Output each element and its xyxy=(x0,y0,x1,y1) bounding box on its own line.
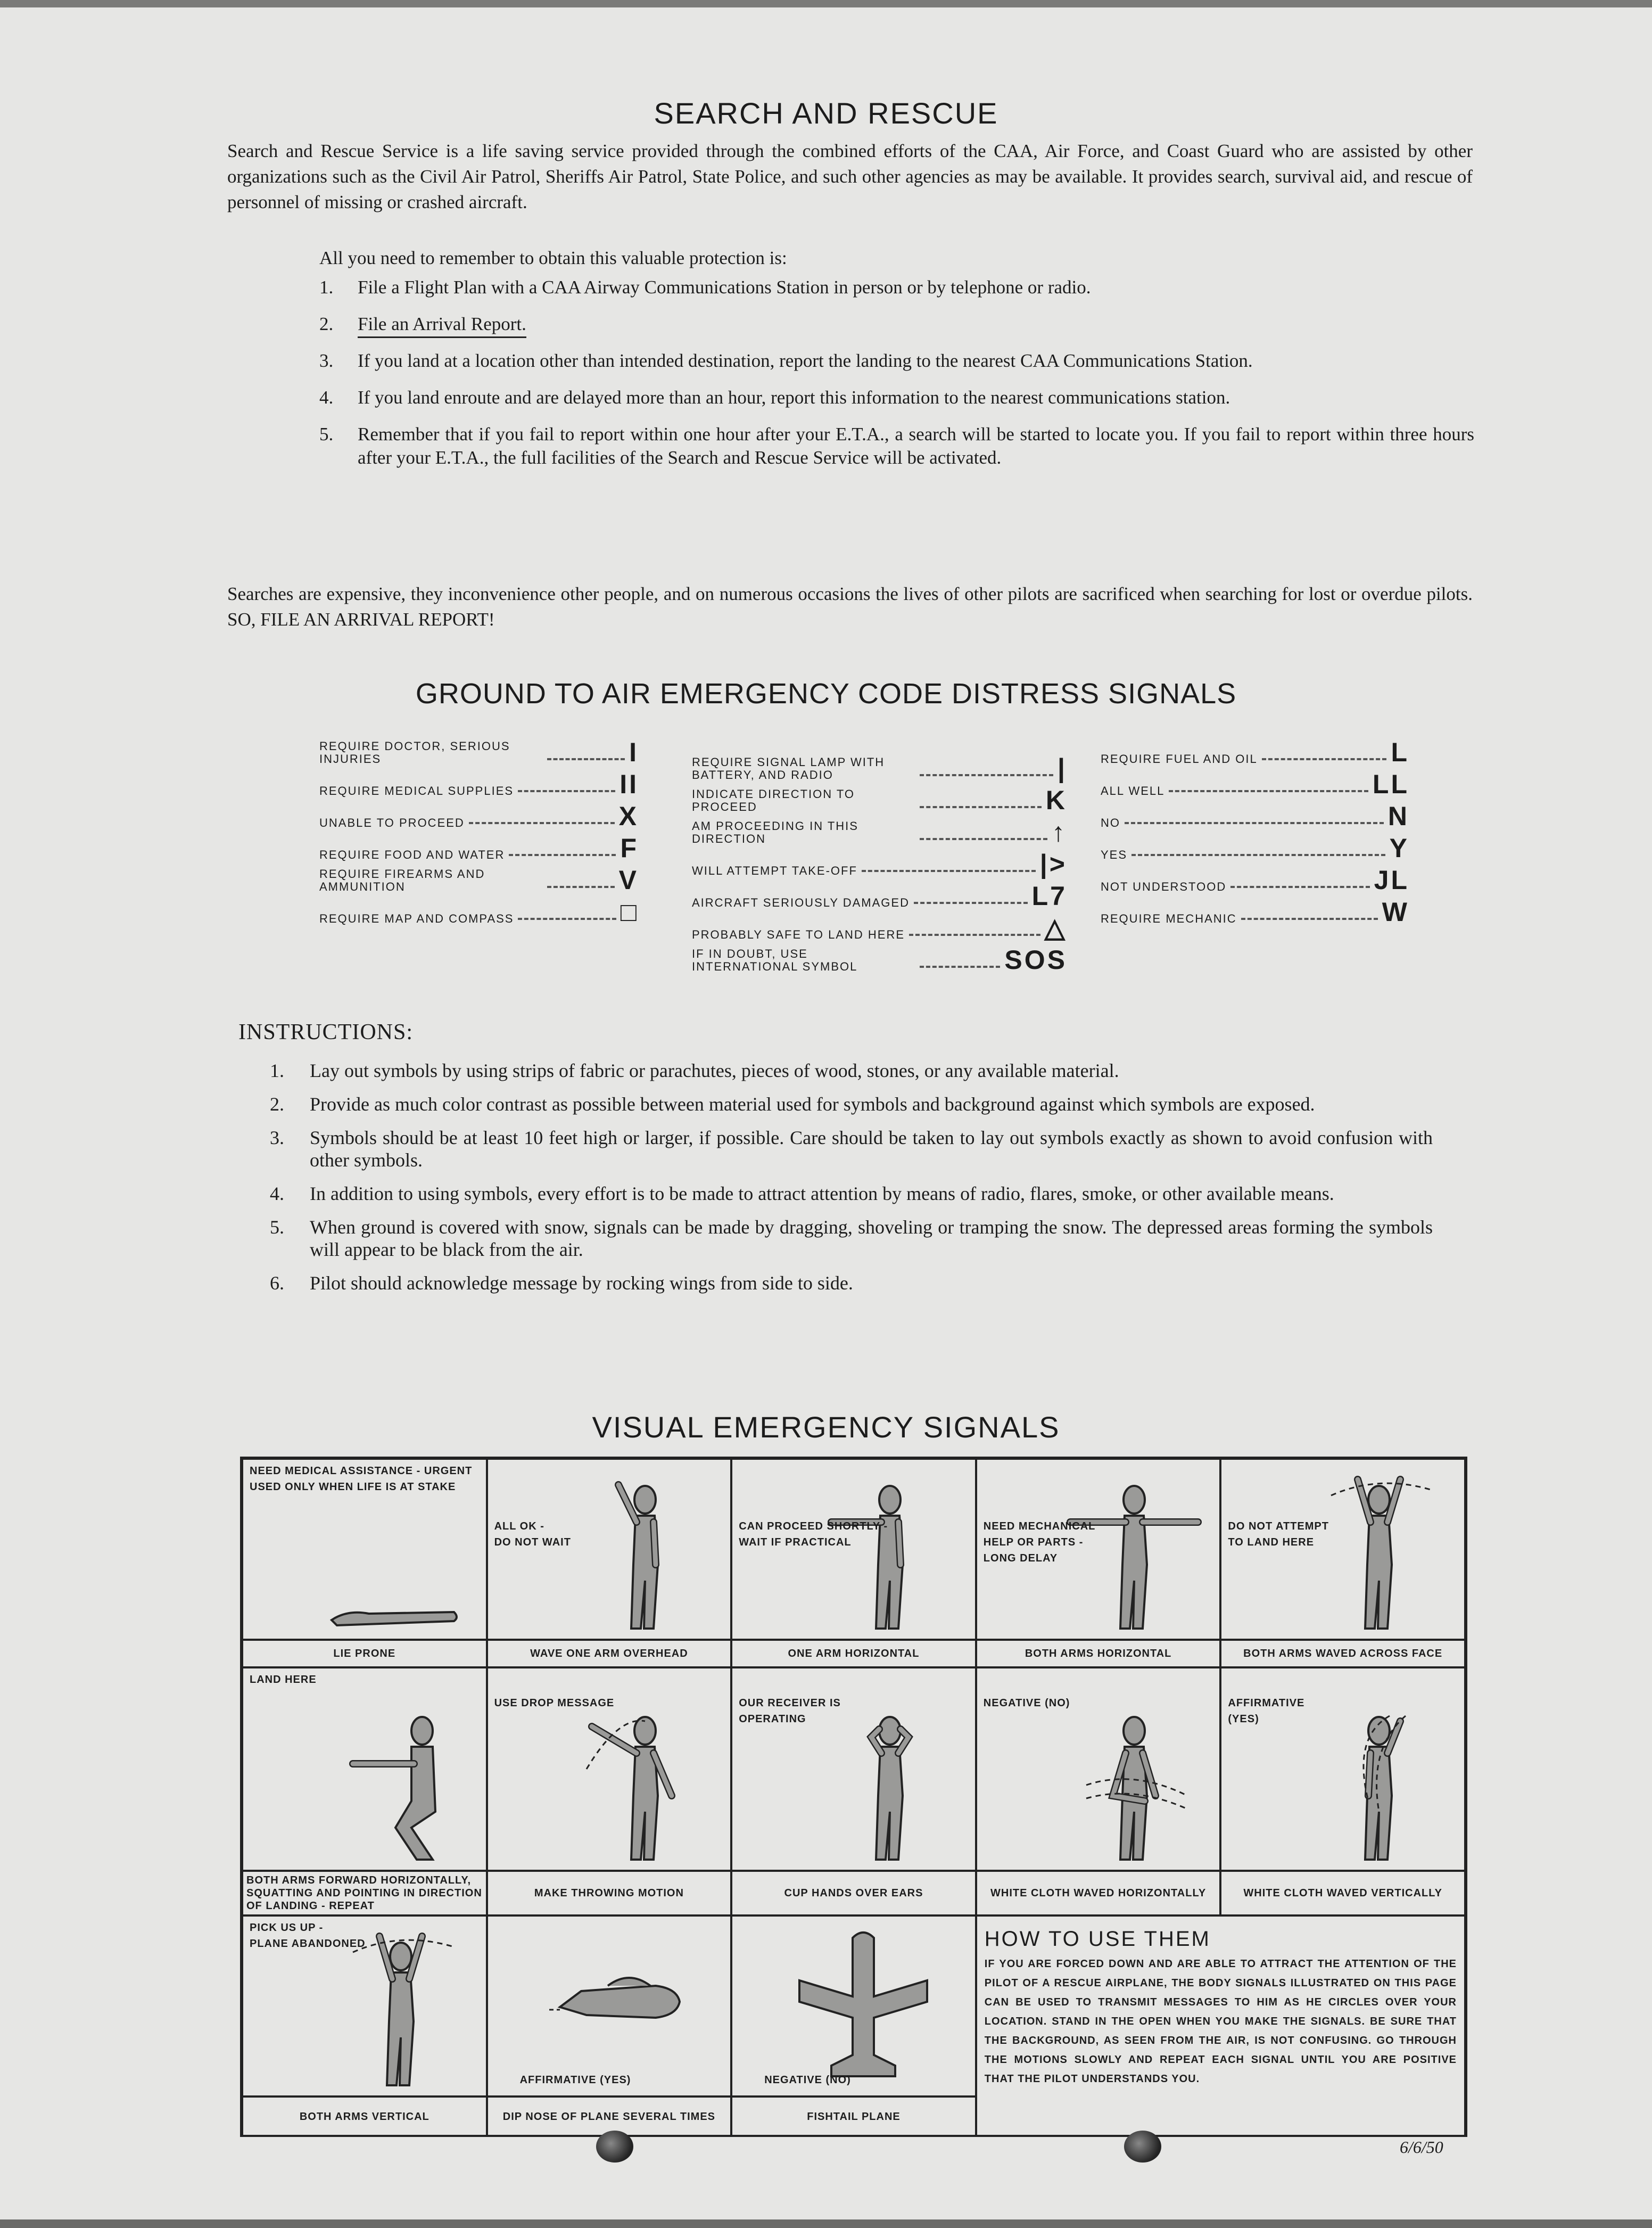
leader-dashes xyxy=(920,838,1047,840)
leader-dashes xyxy=(1262,758,1387,760)
how-to-use-panel xyxy=(976,1915,1465,2137)
signal-action-caption: ONE ARM HORIZONTAL xyxy=(731,1640,976,1667)
code-symbol: F xyxy=(620,833,639,863)
code-symbol: X xyxy=(618,801,639,831)
step-text xyxy=(358,349,1474,373)
plane-side-figure-icon xyxy=(549,1927,688,2093)
signal-illustration-cell xyxy=(1220,1459,1465,1640)
punch-hole xyxy=(596,2131,633,2163)
code-label: REQUIRE DOCTOR, SERIOUS INJURIES xyxy=(319,739,510,766)
hands-ears-figure-icon xyxy=(821,1705,959,1868)
distress-code-row xyxy=(1101,829,1409,861)
instruction-text: When ground is covered with snow, signals can be made by dragging, shoveling or tramping the snow. The depressed areas forming the symbols will appear to be black from the air. xyxy=(310,1216,1433,1260)
instruction-number: 6. xyxy=(270,1272,284,1294)
visual-signals-table xyxy=(240,1457,1467,2137)
code-symbol: V xyxy=(618,865,639,895)
code-symbol: L xyxy=(1391,737,1409,767)
distress-code-row xyxy=(692,734,1067,782)
leader-dashes xyxy=(920,774,1053,776)
step-text xyxy=(358,276,1474,299)
code-label: REQUIRE FOOD AND WATER xyxy=(319,848,505,861)
signal-meaning: LAND HERE xyxy=(250,1674,317,1686)
distress-code-row xyxy=(319,734,639,766)
distress-code-row xyxy=(319,829,639,861)
code-symbol: △ xyxy=(1044,913,1067,943)
signal-illustration-cell xyxy=(731,1915,976,2097)
distress-code-row xyxy=(692,782,1067,813)
visual-signals-title: VISUAL EMERGENCY SIGNALS xyxy=(592,1410,1060,1444)
instruction-number: 2. xyxy=(270,1094,284,1115)
step-item xyxy=(319,386,1474,409)
signal-meaning: OUR RECEIVER IS OPERATING xyxy=(739,1697,841,1725)
signal-action-caption: BOTH ARMS FORWARD HORIZONTALLY, SQUATTING AND POINTING IN DIRECTION OF LANDING - REPEAT xyxy=(242,1871,487,1915)
instruction-item xyxy=(270,1059,1433,1082)
distress-code-row xyxy=(319,798,639,829)
code-symbol: I xyxy=(629,737,639,767)
signal-illustration-cell xyxy=(242,1915,487,2097)
signal-illustration-cell xyxy=(1220,1667,1465,1871)
signal-action-caption: BOTH ARMS WAVED ACROSS FACE xyxy=(1220,1640,1465,1667)
steps-list xyxy=(319,276,1474,483)
step-number: 4. xyxy=(319,387,334,408)
leader-dashes xyxy=(1169,790,1368,792)
signal-illustration-cell xyxy=(487,1667,732,1871)
codes-column-3 xyxy=(1101,734,1409,925)
leader-dashes xyxy=(547,758,625,760)
signal-action-caption: FISHTAIL PLANE xyxy=(731,2097,976,2137)
cloth-vertical-figure-icon xyxy=(1310,1705,1448,1868)
signal-illustration-cell xyxy=(976,1667,1221,1871)
step-item xyxy=(319,349,1474,373)
signal-illustration-cell xyxy=(731,1667,976,1871)
signal-meaning: NEED MEDICAL ASSISTANCE - URGENT USED ONLY WHEN LIFE IS AT STAKE xyxy=(250,1465,473,1493)
cloth-horizontal-figure-icon xyxy=(1065,1705,1203,1868)
code-label: REQUIRE FIREARMS AND AMMUNITION xyxy=(319,867,485,893)
signal-illustration-cell xyxy=(976,1459,1221,1640)
leader-dashes xyxy=(920,966,1000,968)
step-text-content: File a Flight Plan with a CAA Airway Communications Station in person or by telephone or radio. xyxy=(358,277,1091,298)
step-text-content: Remember that if you fail to report within one hour after your E.T.A., a search will be started to locate you. If you fail to report within three hours after your E.T.A., the full facilities of the Search and Rescue Service will be activated. xyxy=(358,424,1474,468)
code-label: NOT UNDERSTOOD xyxy=(1101,880,1227,893)
signal-meaning: AFFIRMATIVE (YES) xyxy=(1228,1697,1305,1725)
instruction-number: 1. xyxy=(270,1060,284,1081)
one-arm-up-figure-icon xyxy=(576,1474,714,1637)
prone-figure-icon xyxy=(326,1476,465,1639)
distress-code-row xyxy=(692,845,1067,877)
leader-dashes xyxy=(920,806,1042,808)
signal-action-caption: WHITE CLOTH WAVED HORIZONTALLY xyxy=(976,1871,1221,1915)
code-label: AIRCRAFT SERIOUSLY DAMAGED xyxy=(692,896,910,909)
instruction-item xyxy=(270,1127,1433,1171)
distress-code-row xyxy=(692,909,1067,941)
code-label: REQUIRE MAP AND COMPASS xyxy=(319,912,514,925)
code-symbol: ↑ xyxy=(1052,817,1067,847)
both-arms-up-figure-icon xyxy=(332,1931,470,2093)
leader-dashes xyxy=(469,822,615,824)
signal-meaning: CAN PROCEED SHORTLY - WAIT IF PRACTICAL xyxy=(739,1520,888,1548)
instruction-number: 4. xyxy=(270,1183,284,1204)
step-number: 1. xyxy=(319,277,334,298)
code-symbol: II xyxy=(620,769,639,799)
distress-code-row xyxy=(319,861,639,893)
signal-illustration-cell xyxy=(487,1915,732,2097)
signal-meaning: AFFIRMATIVE (YES) xyxy=(519,2074,631,2086)
signal-meaning: NEGATIVE (NO) xyxy=(983,1697,1070,1709)
leader-dashes xyxy=(1125,822,1384,824)
step-text-content: File an Arrival Report. xyxy=(358,314,526,338)
code-label: ALL WELL xyxy=(1101,784,1165,798)
instruction-item xyxy=(270,1093,1433,1115)
code-symbol: | xyxy=(1058,753,1067,783)
distress-code-row xyxy=(319,766,639,798)
step-item xyxy=(319,423,1474,470)
code-symbol: JL xyxy=(1374,865,1409,895)
leader-dashes xyxy=(1230,886,1369,888)
instruction-text: Lay out symbols by using strips of fabric or parachutes, pieces of wood, stones, or any available material. xyxy=(310,1060,1119,1081)
signal-meaning: USE DROP MESSAGE xyxy=(494,1697,615,1709)
instruction-number: 5. xyxy=(270,1216,284,1238)
leader-dashes xyxy=(518,918,616,920)
signal-action-caption: WAVE ONE ARM OVERHEAD xyxy=(487,1640,732,1667)
one-arm-horizontal-figure-icon xyxy=(821,1474,959,1637)
how-to-text: IF YOU ARE FORCED DOWN AND ARE ABLE TO ATTRACT THE ATTENTION OF THE PILOT OF A RESCUE AIRPLANE, THE BODY SIGNALS ILLUSTRATED ON THIS PAGE CAN BE USED TO TRANSMIT MESSAGES TO HIM AS HE CIRCLES OVER YOUR LOCATION. STAND IN THE OPEN WHEN YOU MAKE THE SIGNALS. BE SURE THAT THE BACKGROUND, AS SEEN FROM THE AIR, IS NOT CONFUSING. GO THROUGH THE MOTIONS SLOWLY AND REPEAT EACH SIGNAL UNTIL YOU ARE POSITIVE THAT THE PILOT UNDERSTANDS YOU. xyxy=(984,1958,1457,2085)
step-item xyxy=(319,276,1474,299)
step-item xyxy=(319,313,1474,336)
code-label: INDICATE DIRECTION TO PROCEED xyxy=(692,787,855,813)
code-label: YES xyxy=(1101,848,1128,861)
signal-illustration-cell xyxy=(487,1459,732,1640)
signal-meaning: NEGATIVE (NO) xyxy=(764,2074,851,2086)
signal-action-caption: LIE PRONE xyxy=(242,1640,487,1667)
distress-code-row xyxy=(1101,798,1409,829)
remember-line: All you need to remember to obtain this valuable protection is: xyxy=(319,248,787,268)
instruction-number: 3. xyxy=(270,1127,284,1148)
instruction-item xyxy=(270,1216,1433,1261)
codes-column-1 xyxy=(319,734,639,925)
code-label: REQUIRE FUEL AND OIL xyxy=(1101,752,1258,766)
step-text xyxy=(358,313,1474,336)
page-title: SEARCH AND RESCUE xyxy=(654,96,998,130)
distress-code-row xyxy=(1101,861,1409,893)
code-label: WILL ATTEMPT TAKE-OFF xyxy=(692,864,857,877)
code-symbol: W xyxy=(1382,897,1409,927)
leader-dashes xyxy=(509,854,616,856)
distress-code-row xyxy=(692,813,1067,845)
instruction-text: Symbols should be at least 10 feet high or larger, if possible. Care should be taken to lay out symbols exactly as shown to avoid confusion with other symbols. xyxy=(310,1127,1433,1171)
code-label: NO xyxy=(1101,816,1120,829)
code-label: REQUIRE MECHANIC xyxy=(1101,912,1237,925)
step-number: 3. xyxy=(319,350,334,371)
leader-dashes xyxy=(862,870,1036,872)
intro-paragraph: Search and Rescue Service is a life saving service provided through the combined efforts of the CAA, Air Force, and Coast Guard who are assisted by other organizations such as the Civil Air Patrol, Sheriffs Air Patrol, State Police, and such other agencies as may be available. It provides search, survival aid, and rescue of personnel of missing or crashed aircraft. xyxy=(227,141,1473,212)
scan-bottom-edge xyxy=(0,2219,1652,2228)
code-label: REQUIRE MEDICAL SUPPLIES xyxy=(319,784,514,798)
signal-illustration-cell xyxy=(242,1667,487,1871)
instructions-title: INSTRUCTIONS: xyxy=(238,1020,414,1045)
squat-point-figure-icon xyxy=(332,1705,470,1868)
signal-action-caption: CUP HANDS OVER EARS xyxy=(731,1871,976,1915)
distress-code-row xyxy=(692,941,1067,973)
signal-meaning: NEED MECHANICAL HELP OR PARTS - LONG DELAY xyxy=(983,1520,1096,1564)
leader-dashes xyxy=(1131,854,1385,856)
distress-code-row xyxy=(319,893,639,925)
instruction-text: Pilot should acknowledge message by rocking wings from side to side. xyxy=(310,1272,853,1294)
code-symbol: LL xyxy=(1372,769,1409,799)
code-symbol: N xyxy=(1387,801,1409,831)
step-number: 2. xyxy=(319,314,334,334)
distress-code-row xyxy=(1101,734,1409,766)
code-symbol: |> xyxy=(1039,849,1067,879)
date-stamp: 6/6/50 xyxy=(1400,2137,1443,2157)
code-label: PROBABLY SAFE TO LAND HERE xyxy=(692,928,905,941)
signal-meaning: ALL OK - DO NOT WAIT xyxy=(494,1520,571,1548)
instruction-item xyxy=(270,1182,1433,1205)
step-text-content: If you land enroute and are delayed more than an hour, report this information to the nearest communications station. xyxy=(358,387,1230,408)
code-symbol: K xyxy=(1045,785,1067,815)
signal-meaning: DO NOT ATTEMPT TO LAND HERE xyxy=(1228,1520,1329,1548)
distress-code-row xyxy=(1101,766,1409,798)
step-text xyxy=(358,386,1474,409)
leader-dashes xyxy=(518,790,615,792)
plane-top-figure-icon xyxy=(794,1927,932,2093)
distress-code-row xyxy=(1101,893,1409,925)
code-label: IF IN DOUBT, USE INTERNATIONAL SYMBOL xyxy=(692,947,858,973)
signal-meaning: PICK US UP - PLANE ABANDONED xyxy=(250,1922,366,1950)
codes-title: GROUND TO AIR EMERGENCY CODE DISTRESS SIGNALS xyxy=(415,678,1237,710)
code-label: UNABLE TO PROCEED xyxy=(319,816,465,829)
leader-dashes xyxy=(914,902,1028,904)
step-number: 5. xyxy=(319,424,334,445)
leader-dashes xyxy=(909,934,1040,936)
codes-column-2 xyxy=(692,734,1067,973)
signal-action-caption: MAKE THROWING MOTION xyxy=(487,1871,732,1915)
instruction-item xyxy=(270,1272,1433,1294)
instruction-text: In addition to using symbols, every effort is to be made to attract attention by means of radio, flares, smoke, or other available means. xyxy=(310,1183,1334,1204)
both-arms-up-figure-icon xyxy=(1310,1474,1448,1637)
signal-action-caption: DIP NOSE OF PLANE SEVERAL TIMES xyxy=(487,2097,732,2137)
step-text-content: If you land at a location other than intended destination, report the landing to the nearest CAA Communications Station. xyxy=(358,350,1253,371)
leader-dashes xyxy=(547,886,615,888)
searches-paragraph: Searches are expensive, they inconvenience other people, and on numerous occasions the lives of other pilots are sacrificed when searching for lost or overdue pilots. SO, FILE AN ARRIVAL REPORT! xyxy=(227,583,1473,630)
instructions-list xyxy=(270,1059,1433,1305)
signal-action-caption: BOTH ARMS VERTICAL xyxy=(242,2097,487,2137)
code-symbol: SOS xyxy=(1004,945,1067,975)
throw-figure-icon xyxy=(576,1705,714,1868)
punch-hole xyxy=(1124,2131,1161,2163)
step-text xyxy=(358,423,1474,470)
signal-illustration-cell xyxy=(731,1459,976,1640)
signal-action-caption: BOTH ARMS HORIZONTAL xyxy=(976,1640,1221,1667)
code-symbol: Y xyxy=(1389,833,1409,863)
code-symbol: □ xyxy=(620,897,639,927)
scan-top-edge xyxy=(0,0,1652,7)
signal-illustration-cell xyxy=(242,1459,487,1640)
leader-dashes xyxy=(1241,918,1378,920)
code-label: REQUIRE SIGNAL LAMP WITH BATTERY, AND RADIO xyxy=(692,755,885,782)
how-to-title: HOW TO USE THEM xyxy=(984,1927,1211,1951)
code-symbol: L7 xyxy=(1031,881,1067,911)
signal-action-caption: WHITE CLOTH WAVED VERTICALLY xyxy=(1220,1871,1465,1915)
distress-code-row xyxy=(692,877,1067,909)
code-label: AM PROCEEDING IN THIS DIRECTION xyxy=(692,819,858,845)
instruction-text: Provide as much color contrast as possible between material used for symbols and background against which symbols are exposed. xyxy=(310,1094,1315,1115)
